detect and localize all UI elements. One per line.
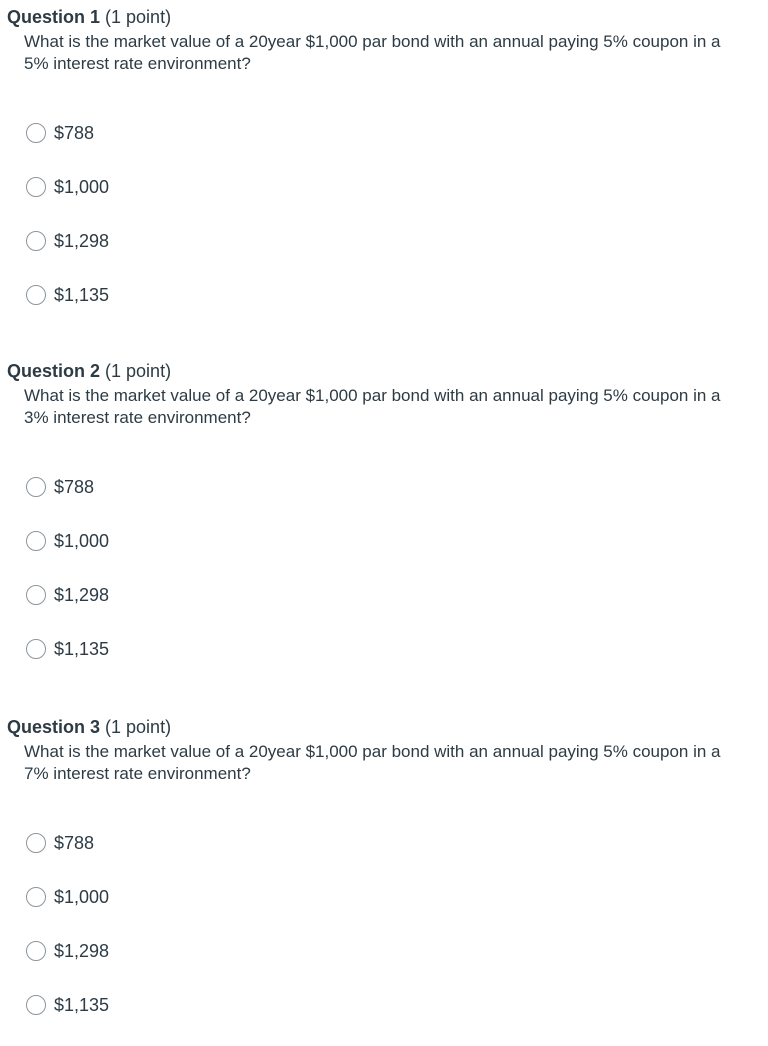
question-text: What is the market value of a 20year $1,000 par bond with an annual paying 5% coupon in a 5% interest rate environment?: [24, 32, 721, 73]
answer-option[interactable]: [26, 884, 109, 910]
radio-button[interactable]: [26, 941, 46, 961]
radio-button[interactable]: [26, 639, 46, 659]
question-text: What is the market value of a 20year $1,000 par bond with an annual paying 5% coupon in a 3% interest rate environment?: [24, 386, 721, 427]
answer-label[interactable]: $1,000: [54, 887, 110, 907]
answer-option[interactable]: [26, 228, 109, 254]
question-text: What is the market value of a 20year $1,000 par bond with an annual paying 5% coupon in a 7% interest rate environment?: [24, 742, 721, 783]
answer-option[interactable]: [26, 174, 109, 200]
answer-label[interactable]: $1,000: [54, 177, 110, 197]
answer-option[interactable]: [26, 120, 94, 146]
radio-button[interactable]: [26, 231, 46, 251]
question-label: Question 2: [7, 361, 101, 381]
question-heading: [7, 360, 171, 382]
question-label: Question 3: [7, 717, 101, 737]
question-heading: [7, 6, 171, 28]
answer-option[interactable]: [26, 938, 109, 964]
answer-option[interactable]: [26, 992, 109, 1018]
answer-label[interactable]: $788: [54, 123, 95, 143]
question-points: (1 point): [105, 361, 172, 381]
answer-option[interactable]: [26, 282, 109, 308]
question-points: (1 point): [105, 717, 172, 737]
answer-label[interactable]: $1,298: [54, 231, 110, 251]
radio-button[interactable]: [26, 887, 46, 907]
question-points: (1 point): [105, 7, 172, 27]
answer-label[interactable]: $1,135: [54, 639, 110, 659]
radio-button[interactable]: [26, 585, 46, 605]
answer-option[interactable]: [26, 636, 109, 662]
answer-label[interactable]: $1,000: [54, 531, 110, 551]
answer-option[interactable]: [26, 830, 94, 856]
radio-button[interactable]: [26, 833, 46, 853]
answer-label[interactable]: $1,135: [54, 995, 110, 1015]
radio-button[interactable]: [26, 285, 46, 305]
question-heading: [7, 716, 171, 738]
radio-button[interactable]: [26, 123, 46, 143]
answer-option[interactable]: [26, 528, 109, 554]
answer-label[interactable]: $788: [54, 477, 95, 497]
answer-label[interactable]: $788: [54, 833, 95, 853]
radio-button[interactable]: [26, 995, 46, 1015]
answer-label[interactable]: $1,298: [54, 941, 110, 961]
radio-button[interactable]: [26, 477, 46, 497]
answer-option[interactable]: [26, 582, 109, 608]
answer-label[interactable]: $1,298: [54, 585, 110, 605]
answer-option[interactable]: [26, 474, 94, 500]
answer-label[interactable]: $1,135: [54, 285, 110, 305]
radio-button[interactable]: [26, 177, 46, 197]
radio-button[interactable]: [26, 531, 46, 551]
question-label: Question 1: [7, 7, 101, 27]
